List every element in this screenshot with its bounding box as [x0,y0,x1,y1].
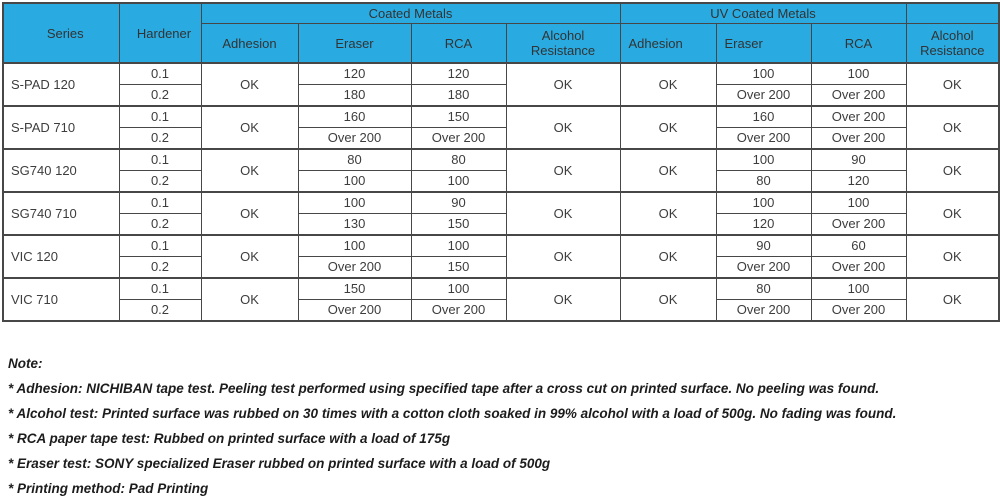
header-uv-adhesion: Adhesion [620,24,716,64]
uv-alcohol-cell: OK [906,235,999,278]
header-group-coated-metals: Coated Metals [201,3,620,24]
notes-title: Note: [8,356,43,371]
uv-alcohol-cell: OK [906,278,999,321]
header-coated-rca: RCA [411,24,506,64]
uv-alcohol-cell: OK [906,106,999,149]
note-line-printing-method: * Printing method: Pad Printing [8,481,209,496]
coated-rca-cell: 100 [411,171,506,193]
uv-adhesion-cell: OK [620,149,716,192]
header-uv-rca: RCA [811,24,906,64]
header-group-uv-coated-metals: UV Coated Metals [620,3,906,24]
table-row [3,257,999,279]
table-row [3,278,999,300]
coated-rca-cell: Over 200 [411,128,506,150]
uv-adhesion-cell: OK [620,235,716,278]
coated-adhesion-cell: OK [201,63,298,106]
uv-adhesion-cell: OK [620,63,716,106]
uv-rca-cell: 90 [811,149,906,171]
table-row [3,149,999,171]
coated-rca-cell: 150 [411,106,506,128]
coated-adhesion-cell: OK [201,278,298,321]
coated-rca-cell: 90 [411,192,506,214]
note-line-adhesion: * Adhesion: NICHIBAN tape test. Peeling test performed using specified tape after a cross cut on printed surface. No peeling was found. [8,381,880,396]
coated-eraser-cell: 120 [298,63,411,85]
uv-rca-cell: 100 [811,192,906,214]
hardener-cell: 0.1 [119,278,201,300]
table-row [3,214,999,236]
uv-eraser-cell: 100 [716,149,811,171]
coated-alcohol-cell: OK [506,149,620,192]
coated-eraser-cell: 100 [298,235,411,257]
uv-rca-cell: 120 [811,171,906,193]
series-cell: S-PAD 120 [3,63,119,106]
uv-eraser-cell: 80 [716,171,811,193]
hardener-cell: 0.2 [119,300,201,322]
coated-rca-cell: 100 [411,235,506,257]
uv-rca-cell: Over 200 [811,214,906,236]
uv-rca-cell: Over 200 [811,128,906,150]
hardener-cell: 0.2 [119,85,201,107]
header-series: Series [3,3,119,63]
hardener-cell: 0.1 [119,149,201,171]
uv-rca-cell: Over 200 [811,106,906,128]
coated-alcohol-cell: OK [506,192,620,235]
series-cell: VIC 120 [3,235,119,278]
uv-rca-cell: 100 [811,278,906,300]
uv-eraser-cell: 120 [716,214,811,236]
series-cell: S-PAD 710 [3,106,119,149]
coated-rca-cell: 150 [411,214,506,236]
coated-rca-cell: 100 [411,278,506,300]
table-row [3,128,999,150]
coated-eraser-cell: 150 [298,278,411,300]
note-line-eraser: * Eraser test: SONY specialized Eraser rubbed on printed surface with a load of 500g [8,456,551,471]
series-cell: VIC 710 [3,278,119,321]
header-coated-alcohol-resistance: Alcohol Resistance [506,24,620,64]
coated-rca-cell: 80 [411,149,506,171]
uv-adhesion-cell: OK [620,106,716,149]
hardener-cell: 0.1 [119,235,201,257]
coated-eraser-cell: 160 [298,106,411,128]
coated-adhesion-cell: OK [201,149,298,192]
coated-adhesion-cell: OK [201,106,298,149]
series-cell: SG740 120 [3,149,119,192]
coated-eraser-cell: 130 [298,214,411,236]
uv-eraser-cell: 100 [716,192,811,214]
header-uv-eraser: Eraser [716,24,811,64]
uv-eraser-cell: Over 200 [716,257,811,279]
coated-rca-cell: 150 [411,257,506,279]
uv-eraser-cell: Over 200 [716,128,811,150]
hardener-cell: 0.2 [119,214,201,236]
coated-alcohol-cell: OK [506,278,620,321]
uv-alcohol-cell: OK [906,149,999,192]
header-uv-alcohol-resistance: Alcohol Resistance [906,24,999,64]
table-row [3,300,999,322]
uv-eraser-cell: 100 [716,63,811,85]
uv-rca-cell: 60 [811,235,906,257]
hardener-cell: 0.1 [119,106,201,128]
uv-rca-cell: Over 200 [811,300,906,322]
uv-alcohol-cell: OK [906,63,999,106]
table-row [3,85,999,107]
table-row [3,192,999,214]
coated-rca-cell: 180 [411,85,506,107]
hardener-cell: 0.1 [119,63,201,85]
coated-alcohol-cell: OK [506,106,620,149]
header-empty-cell [906,3,999,24]
uv-eraser-cell: Over 200 [716,300,811,322]
header-coated-adhesion: Adhesion [201,24,298,64]
uv-eraser-cell: 90 [716,235,811,257]
hardener-cell: 0.1 [119,192,201,214]
note-line-rca: * RCA paper tape test: Rubbed on printed surface with a load of 175g [8,431,451,446]
notes-section [8,351,1000,501]
coated-adhesion-cell: OK [201,192,298,235]
uv-eraser-cell: 160 [716,106,811,128]
coated-alcohol-cell: OK [506,235,620,278]
table-row [3,171,999,193]
table-row [3,235,999,257]
uv-adhesion-cell: OK [620,278,716,321]
uv-adhesion-cell: OK [620,192,716,235]
coated-rca-cell: 120 [411,63,506,85]
coated-adhesion-cell: OK [201,235,298,278]
coated-rca-cell: Over 200 [411,300,506,322]
coated-eraser-cell: 180 [298,85,411,107]
uv-eraser-cell: Over 200 [716,85,811,107]
series-cell: SG740 710 [3,192,119,235]
header-hardener: Hardener [119,3,201,63]
uv-rca-cell: Over 200 [811,85,906,107]
coated-eraser-cell: Over 200 [298,300,411,322]
coated-alcohol-cell: OK [506,63,620,106]
uv-rca-cell: 100 [811,63,906,85]
uv-rca-cell: Over 200 [811,257,906,279]
hardener-cell: 0.2 [119,171,201,193]
header-coated-eraser: Eraser [298,24,411,64]
hardener-cell: 0.2 [119,257,201,279]
coated-eraser-cell: 80 [298,149,411,171]
uv-alcohol-cell: OK [906,192,999,235]
hardener-cell: 0.2 [119,128,201,150]
table-row [3,106,999,128]
coated-eraser-cell: 100 [298,192,411,214]
coated-eraser-cell: Over 200 [298,257,411,279]
note-line-alcohol: * Alcohol test: Printed surface was rubbed on 30 times with a cotton cloth soaked in 99% alcohol with a load of 500g. No fading was found. [8,406,897,421]
uv-eraser-cell: 80 [716,278,811,300]
coated-eraser-cell: 100 [298,171,411,193]
table-row [3,63,999,85]
coated-eraser-cell: Over 200 [298,128,411,150]
test-results-table [2,2,1000,322]
